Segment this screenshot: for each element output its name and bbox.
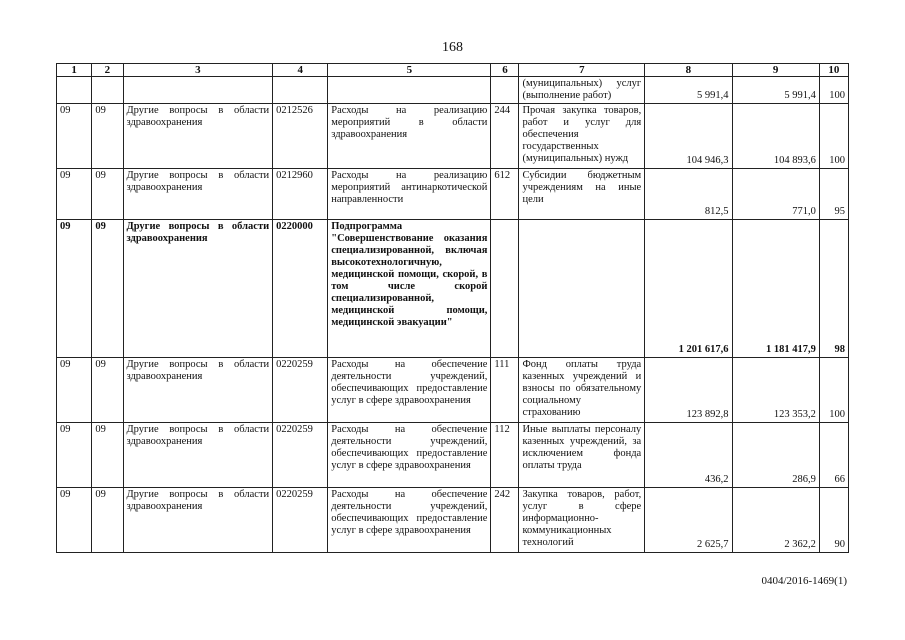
cell-article-name: Расходы на обеспечение деятельности учреждений, обеспечивающих предоставление услуг в сфере здравоохранения [328,423,491,488]
cell-expense-type [491,220,519,358]
cell-planned-amount: 123 892,8 [645,358,732,423]
page-number: 168 [442,40,463,55]
cell-actual-amount: 2 362,2 [732,488,819,553]
budget-table [56,63,849,553]
cell-section-name: Другие вопросы в области здравоохранения [123,104,273,169]
cell-actual-amount: 1 181 417,9 [732,220,819,358]
header-cell: 2 [92,64,123,77]
cell-article-name: Расходы на обеспечение деятельности учреждений, обеспечивающих предоставление услуг в сфере здравоохранения [328,488,491,553]
header-cell: 10 [819,64,848,77]
header-cell: 1 [57,64,92,77]
cell-planned-amount: 5 991,4 [645,77,732,104]
table-row [57,77,849,104]
cell-expense-type: 111 [491,358,519,423]
table-row [57,104,849,169]
cell-planned-amount: 2 625,7 [645,488,732,553]
cell-execution-percent: 98 [819,220,848,358]
cell-expense-type-name: Закупка товаров, работ, услуг в сфере информационно-коммуникационных технологий [519,488,645,553]
cell-section-name [123,77,273,104]
cell-execution-percent: 90 [819,488,848,553]
cell-execution-percent: 100 [819,358,848,423]
cell-execution-percent: 66 [819,423,848,488]
cell-article-name: Расходы на реализацию мероприятий в области здравоохранения [328,104,491,169]
header-cell: 3 [123,64,273,77]
cell-target-article: 0220259 [273,423,328,488]
table-row [57,220,849,358]
cell-expense-type: 244 [491,104,519,169]
cell-section-name: Другие вопросы в области здравоохранения [123,169,273,220]
cell-target-article [273,77,328,104]
cell-expense-type: 112 [491,423,519,488]
table-row [57,423,849,488]
cell-subsection-code: 09 [92,423,123,488]
cell-planned-amount: 436,2 [645,423,732,488]
cell-article-name [328,77,491,104]
cell-article-name: Расходы на обеспечение деятельности учреждений, обеспечивающих предоставление услуг в сфере здравоохранения [328,358,491,423]
cell-actual-amount: 286,9 [732,423,819,488]
cell-subsection-code: 09 [92,104,123,169]
cell-chapter-code [57,77,92,104]
header-cell: 4 [273,64,328,77]
cell-expense-type-name: Иные выплаты персоналу казенных учреждений, за исключением фонда оплаты труда [519,423,645,488]
cell-execution-percent: 95 [819,169,848,220]
table-row [57,169,849,220]
cell-section-name: Другие вопросы в области здравоохранения [123,220,273,358]
cell-target-article: 0220259 [273,358,328,423]
cell-target-article: 0220259 [273,488,328,553]
header-cell: 6 [491,64,519,77]
header-cell: 8 [645,64,732,77]
cell-section-name: Другие вопросы в области здравоохранения [123,423,273,488]
cell-expense-type-name: Субсидии бюджетным учреждениям на иные цели [519,169,645,220]
document-code: 0404/2016-1469(1) [761,575,847,587]
cell-actual-amount: 104 893,6 [732,104,819,169]
cell-article-name: Подпрограмма "Совершенствование оказания специализированной, включая высокотехнологичную, медицинской помощи, скорой, в том числе скорой специализированной, медицинской помощи, медицинской эвакуации" [328,220,491,358]
cell-target-article: 0212960 [273,169,328,220]
header-cell: 5 [328,64,491,77]
cell-subsection-code: 09 [92,488,123,553]
cell-expense-type-name: Прочая закупка товаров, работ и услуг для обеспечения государственных (муниципальных) нужд [519,104,645,169]
cell-section-name: Другие вопросы в области здравоохранения [123,488,273,553]
cell-target-article: 0220000 [273,220,328,358]
cell-subsection-code [92,77,123,104]
cell-expense-type-name [519,220,645,358]
header-cell: 7 [519,64,645,77]
cell-chapter-code: 09 [57,104,92,169]
cell-actual-amount: 5 991,4 [732,77,819,104]
cell-section-name: Другие вопросы в области здравоохранения [123,358,273,423]
cell-planned-amount: 1 201 617,6 [645,220,732,358]
cell-chapter-code: 09 [57,488,92,553]
table-body [57,77,849,553]
cell-execution-percent: 100 [819,77,848,104]
cell-actual-amount: 123 353,2 [732,358,819,423]
cell-planned-amount: 812,5 [645,169,732,220]
table-row [57,358,849,423]
cell-chapter-code: 09 [57,423,92,488]
cell-subsection-code: 09 [92,169,123,220]
cell-chapter-code: 09 [57,169,92,220]
table-header-row [57,64,849,77]
header-cell: 9 [732,64,819,77]
cell-article-name: Расходы на реализацию мероприятий антинаркотической направленности [328,169,491,220]
cell-chapter-code: 09 [57,220,92,358]
cell-expense-type: 242 [491,488,519,553]
cell-expense-type-name: (муниципальных) услуг (выполнение работ) [519,77,645,104]
cell-subsection-code: 09 [92,220,123,358]
table-row [57,488,849,553]
cell-subsection-code: 09 [92,358,123,423]
cell-expense-type: 612 [491,169,519,220]
cell-expense-type-name: Фонд оплаты труда казенных учреждений и взносы по обязательному социальному страхованию [519,358,645,423]
cell-target-article: 0212526 [273,104,328,169]
cell-execution-percent: 100 [819,104,848,169]
cell-actual-amount: 771,0 [732,169,819,220]
cell-expense-type [491,77,519,104]
cell-chapter-code: 09 [57,358,92,423]
cell-planned-amount: 104 946,3 [645,104,732,169]
